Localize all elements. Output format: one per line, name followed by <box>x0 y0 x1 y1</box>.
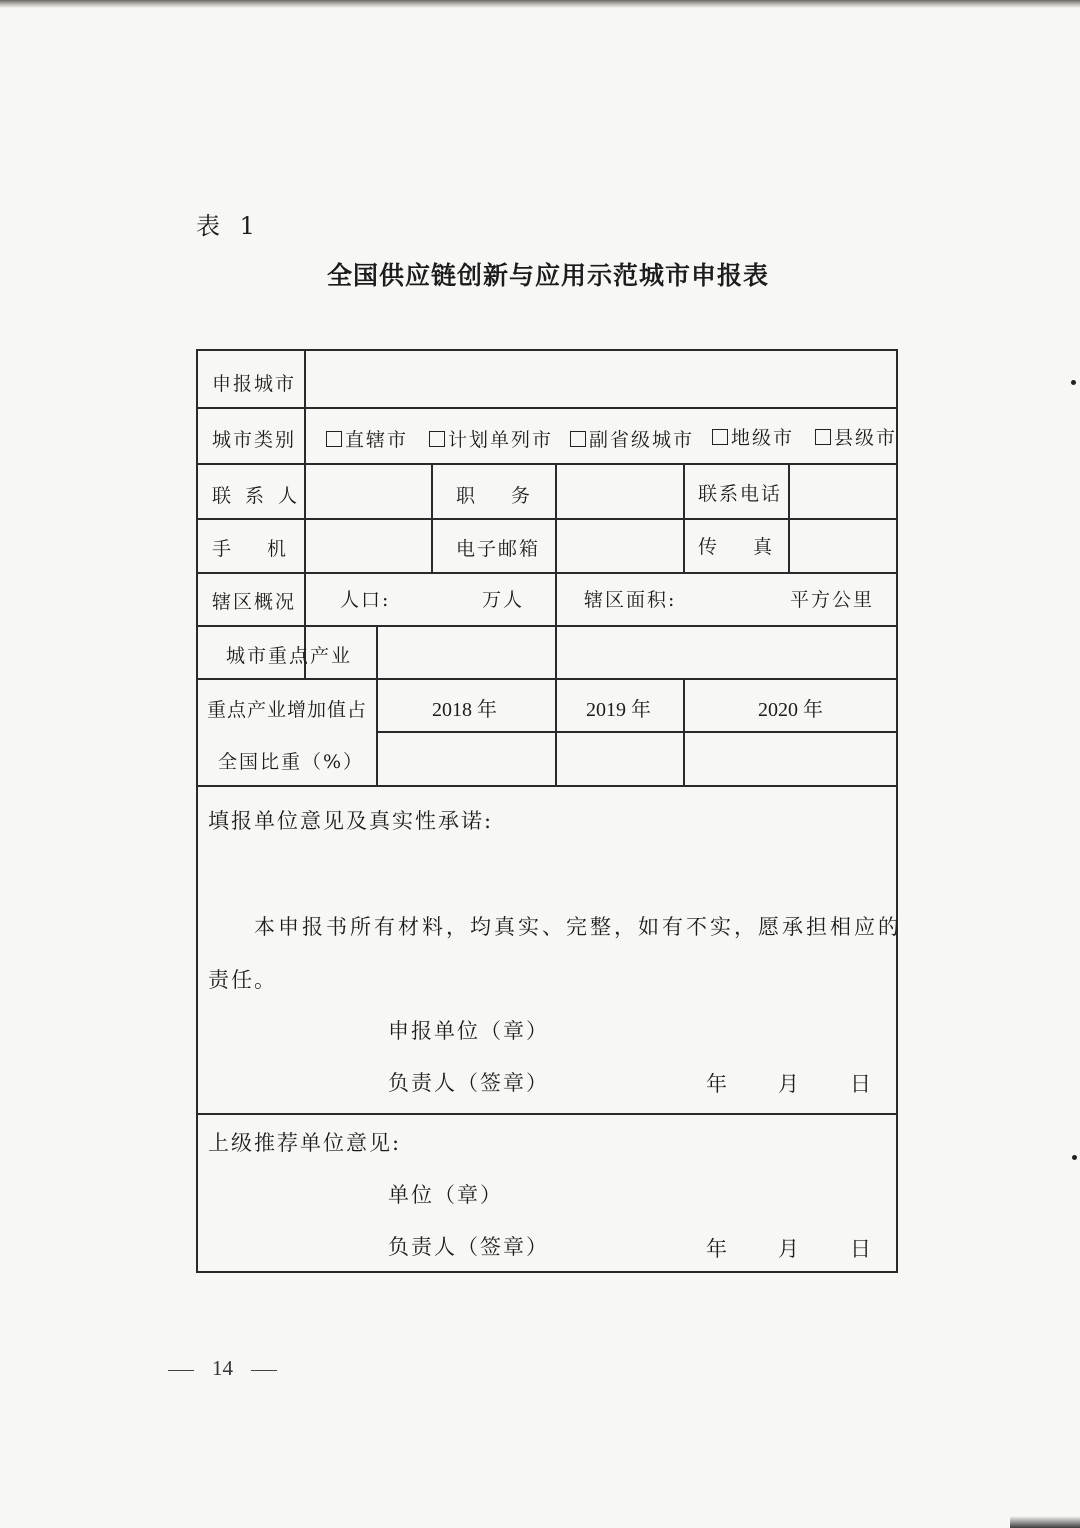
population-label: 人口: <box>340 589 391 611</box>
scan-speck <box>1071 380 1076 385</box>
applicant-unit-seal-label: 申报单位（章） <box>388 1019 549 1043</box>
share-2020-input[interactable] <box>687 735 896 783</box>
responsible-person-sign-label: 负责人（签章） <box>388 1071 549 1095</box>
scan-bottom-edge <box>1010 1516 1080 1528</box>
scan-top-edge <box>0 0 1080 8</box>
position-input[interactable] <box>559 467 681 516</box>
contact-input[interactable] <box>308 467 429 516</box>
phone-label: 联系电话 <box>698 483 783 505</box>
industry-share-label-line2: 全国比重（%） <box>218 751 365 773</box>
scan-speck <box>1072 1155 1077 1160</box>
page-number <box>150 1356 295 1381</box>
checkbox-icon[interactable] <box>712 429 728 445</box>
table-rule <box>198 518 898 520</box>
checkbox-icon[interactable] <box>429 431 445 447</box>
phone-input[interactable] <box>792 467 896 516</box>
table-rule <box>683 678 685 785</box>
city-type-option-county[interactable]: 县级市 <box>815 423 897 450</box>
page-number-value: 14 <box>212 1356 233 1380</box>
population-unit: 万人 <box>482 589 525 611</box>
table-rule <box>198 572 898 574</box>
mobile-label: 手机 <box>212 538 323 560</box>
area-unit: 平方公里 <box>790 589 875 611</box>
page-number-dash <box>251 1370 277 1371</box>
year-2018-header: 2018 年 <box>432 699 497 721</box>
mobile-input[interactable] <box>308 522 429 570</box>
table-rule <box>198 678 898 680</box>
fax-input[interactable] <box>792 522 896 570</box>
position-label: 职务 <box>456 485 567 507</box>
table-rule <box>198 625 898 627</box>
city-type-option-separately-planned[interactable]: 计划单列市 <box>429 425 553 452</box>
table-number: 表 1 <box>196 212 261 240</box>
superior-opinion-title: 上级推荐单位意见: <box>208 1131 402 1155</box>
table-rule <box>555 678 557 785</box>
fax-label: 传真 <box>698 536 809 558</box>
table-rule <box>198 407 898 409</box>
contact-label: 联系人 <box>212 485 312 507</box>
city-type-option-municipality[interactable]: 直辖市 <box>326 425 408 452</box>
year-2020-header: 2020 年 <box>758 699 823 721</box>
document-title: 全国供应链创新与应用示范城市申报表 <box>326 261 769 290</box>
checkbox-icon[interactable] <box>570 431 586 447</box>
date-month-label: 月 <box>778 1072 801 1096</box>
superior-date-month-label: 月 <box>778 1237 801 1261</box>
table-rule <box>198 1113 898 1115</box>
email-label: 电子邮箱 <box>456 538 541 560</box>
commitment-text-line2: 责任。 <box>208 968 277 992</box>
checkbox-icon[interactable] <box>326 431 342 447</box>
share-2019-input[interactable] <box>559 735 681 783</box>
commitment-text-line1: 本申报书所有材料，均真实、完整，如有不实，愿承担相应的 <box>254 915 902 939</box>
page-number-dash <box>168 1370 194 1371</box>
table-rule <box>376 731 898 733</box>
superior-date-day-label: 日 <box>850 1237 873 1261</box>
application-form-table <box>196 349 902 1273</box>
superior-unit-seal-label: 单位（章） <box>388 1183 503 1207</box>
share-2018-input[interactable] <box>380 735 553 783</box>
key-industry-label: 城市重点产业 <box>226 645 353 667</box>
table-rule <box>431 463 433 572</box>
city-type-option-prefecture[interactable]: 地级市 <box>712 423 794 450</box>
superior-date-year-label: 年 <box>706 1237 729 1261</box>
key-industry-input[interactable] <box>380 629 896 676</box>
table-rule <box>304 351 306 678</box>
city-input[interactable] <box>308 353 896 405</box>
superior-responsible-sign-label: 负责人（签章） <box>388 1235 549 1259</box>
area-label: 辖区面积: <box>584 589 677 611</box>
table-rule <box>376 625 378 785</box>
city-type-option-sub-provincial[interactable]: 副省级城市 <box>570 425 694 452</box>
date-year-label: 年 <box>706 1072 729 1096</box>
email-input[interactable] <box>559 522 681 570</box>
industry-share-label-line1: 重点产业增加值占 <box>207 699 368 721</box>
table-rule <box>683 463 685 572</box>
table-rule <box>198 463 898 465</box>
table-rule <box>198 785 898 787</box>
checkbox-icon[interactable] <box>815 429 831 445</box>
district-label: 辖区概况 <box>212 591 297 613</box>
year-2019-header: 2019 年 <box>586 699 651 721</box>
city-type-label: 城市类别 <box>212 429 297 451</box>
applicant-opinion-title: 填报单位意见及真实性承诺: <box>208 809 494 833</box>
date-day-label: 日 <box>850 1072 873 1096</box>
city-label: 申报城市 <box>212 373 297 395</box>
